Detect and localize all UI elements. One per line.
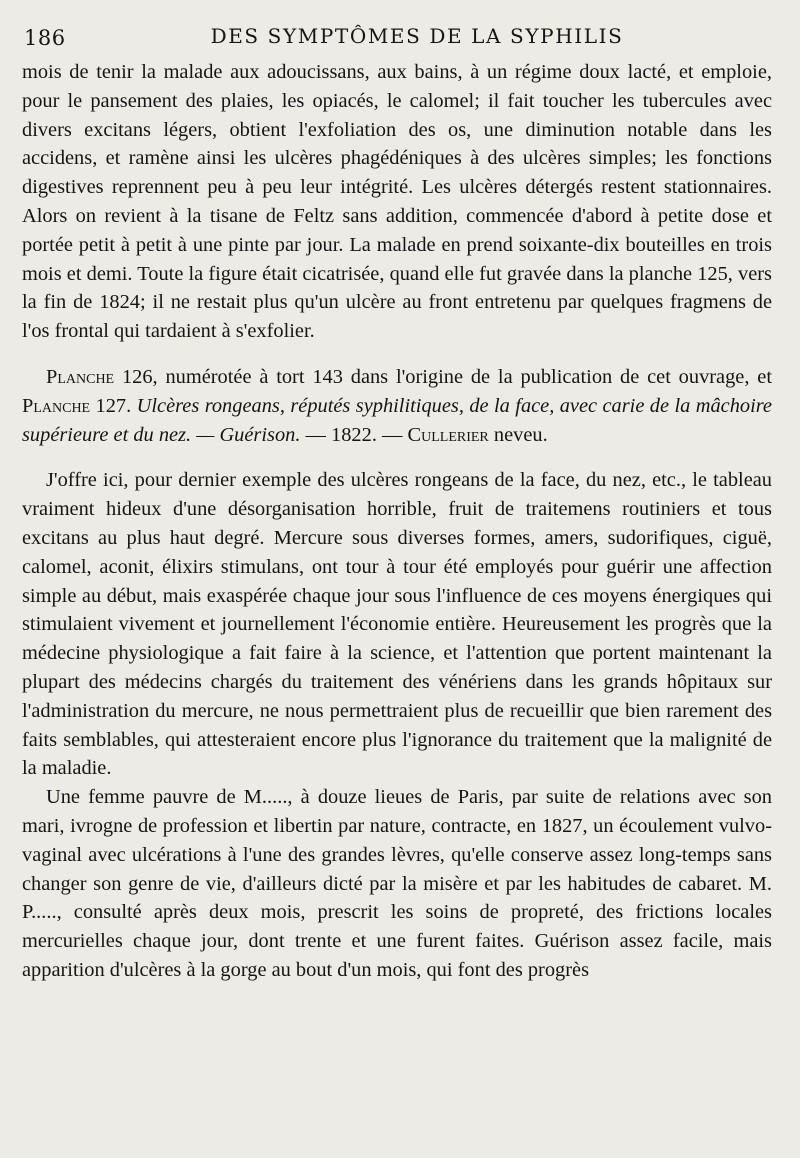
plate-label: Planche [46,365,115,388]
paragraph: Une femme pauvre de M....., à douze lieues de Paris, par suite de relations avec son mari, ivrogne de profession et libertin par nature, contracte, en 1827, un écoulement vulvo-vaginal avec ulcérations à l'une des grandes lèvres, qu'elle conserve assez long-temps sans changer son genre de vie, d'ailleurs dicté par la misère et par les habitudes de cabaret. M. P....., consulté après deux mois, prescrit les soins de propreté, des frictions locales mercurielles chaque jour, dont trente et une furent faites. Guérison assez facile, mais apparition d'ulcères à la gorge au bout d'un mois, qui font des progrès [22,786,772,981]
running-title: DES SYMPTÔMES DE LA SYPHILIS [210,24,624,48]
plate-caption-italic: Ulcères rongeans, réputés syphilitiques, de la face, avec carie de la mâchoire supérieure et du nez. — Guérison. [22,394,772,446]
plate-text: neveu. [488,423,548,446]
plate-text: 127. [90,394,137,417]
page-header [22,22,772,58]
plate-text: 126, numérotée à tort 143 dans l'origine de la publication de cet ouvrage, et [114,365,772,388]
body-text [22,58,772,985]
page-number: 186 [24,26,66,50]
plate-label: Planche [22,394,91,417]
paragraph-continuation: mois de tenir la malade aux adoucissans, aux bains, à un régime doux lacté, et emploie, pour le pansement des plaies, les opiacés, le calomel; il fait toucher les tubercules avec divers excitans légers, obtient l'exfoliation des os, une diminution notable dans les accidens, et ramène ainsi les ulcères phagédéniques à des ulcères simples; les fonctions digestives reprennent peu à peu leur intégrité. Les ulcères détergés restent stationnaires. Alors on revient à la tisane de Feltz sans addition, commencée d'abord à petite dose et portée petit à petit à une pinte par jour. La malade en prend soixante-dix bouteilles en trois mois et demi. Toute la figure était cicatrisée, quand elle fut gravée dans la planche 125, vers la fin de 1824; il ne restait plus qu'un ulcère au front entretenu par quelques fragmens de l'os frontal qui tardaient à s'exfolier. [22,61,772,343]
author-name: Cullerier [407,423,489,446]
plate-text: — 1822. — [300,423,408,446]
plate-heading-paragraph [22,363,772,449]
paragraph: J'offre ici, pour dernier exemple des ulcères rongeans de la face, du nez, etc., le tableau vraiment hideux d'une désorganisation horrible, fruit de traitemens routiniers et tous excitans au plus haut degré. Mercure sous diverses formes, amers, sudorifiques, ciguë, calomel, aconit, élixirs stimulans, ont tour à tour été employés pour guérir une affection simple au début, mais exaspérée chaque jour sous l'influence de ces moyens énergiques qui stimulaient vivement et journellement l'économie entière. Heureusement les progrès que la médecine physiologique a fait faire à la science, et l'attention que portent maintenant la plupart des médecins chargés du traitement des vénériens dans les grands hôpitaux sur l'administration du mercure, ne nous permettraient plus de recueillir que bien rarement des faits semblables, qui attesteraient encore plus l'ignorance du traitement que la malignité de la maladie. [22,469,772,780]
